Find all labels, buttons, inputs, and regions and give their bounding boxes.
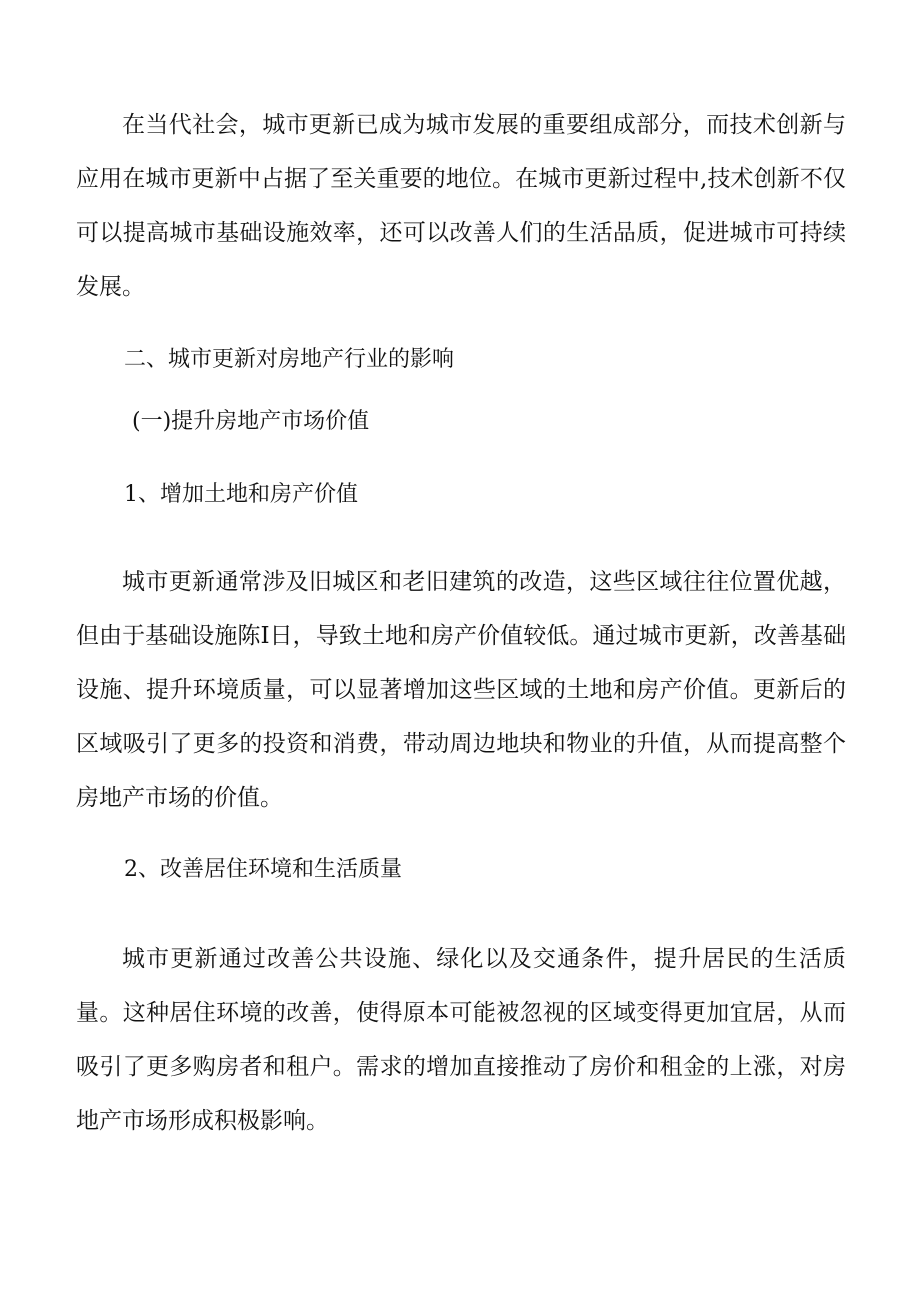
body-paragraph-living-quality: 城市更新通过改善公共设施、绿化以及交通条件，提升居民的生活质量。这种居住环境的改善，使得原本可能被忽视的区域变得更加宜居，从而吸引了更多购房者和租户。需求的增加直接推动了房价和租金的上涨，对房地产市场形成积极影响。 [76, 946, 846, 1134]
body-paragraph-land-value: 城市更新通常涉及旧城区和老旧建筑的改造，这些区域往往位置优越，但由于基础设施陈I日，导致土地和房产价值较低。通过城市更新，改善基础设施、提升环境质量，可以显著增加这些区域的土地和房产价值。更新后的区域吸引了更多的投资和消费，带动周边地块和物业的升值，从而提高整个房地产市场的价值。 [76, 569, 846, 811]
item-heading-2: 2、改善居住环境和生活质量 [124, 857, 402, 882]
subsection-heading: (一)提升房地产市场价值 [132, 409, 370, 434]
body-paragraph-intro: 在当代社会，城市更新已成为城市发展的重要组成部分，而技术创新与应用在城市更新中占据了至关重要的地位。在城市更新过程中,技术创新不仅可以提高城市基础设施效率，还可以改善人们的生活品质，促进城市可持续发展。 [76, 112, 846, 300]
item-heading-1: 1、增加土地和房产价值 [124, 482, 358, 507]
section-heading: 二、城市更新对房地产行业的影响 [124, 347, 455, 372]
